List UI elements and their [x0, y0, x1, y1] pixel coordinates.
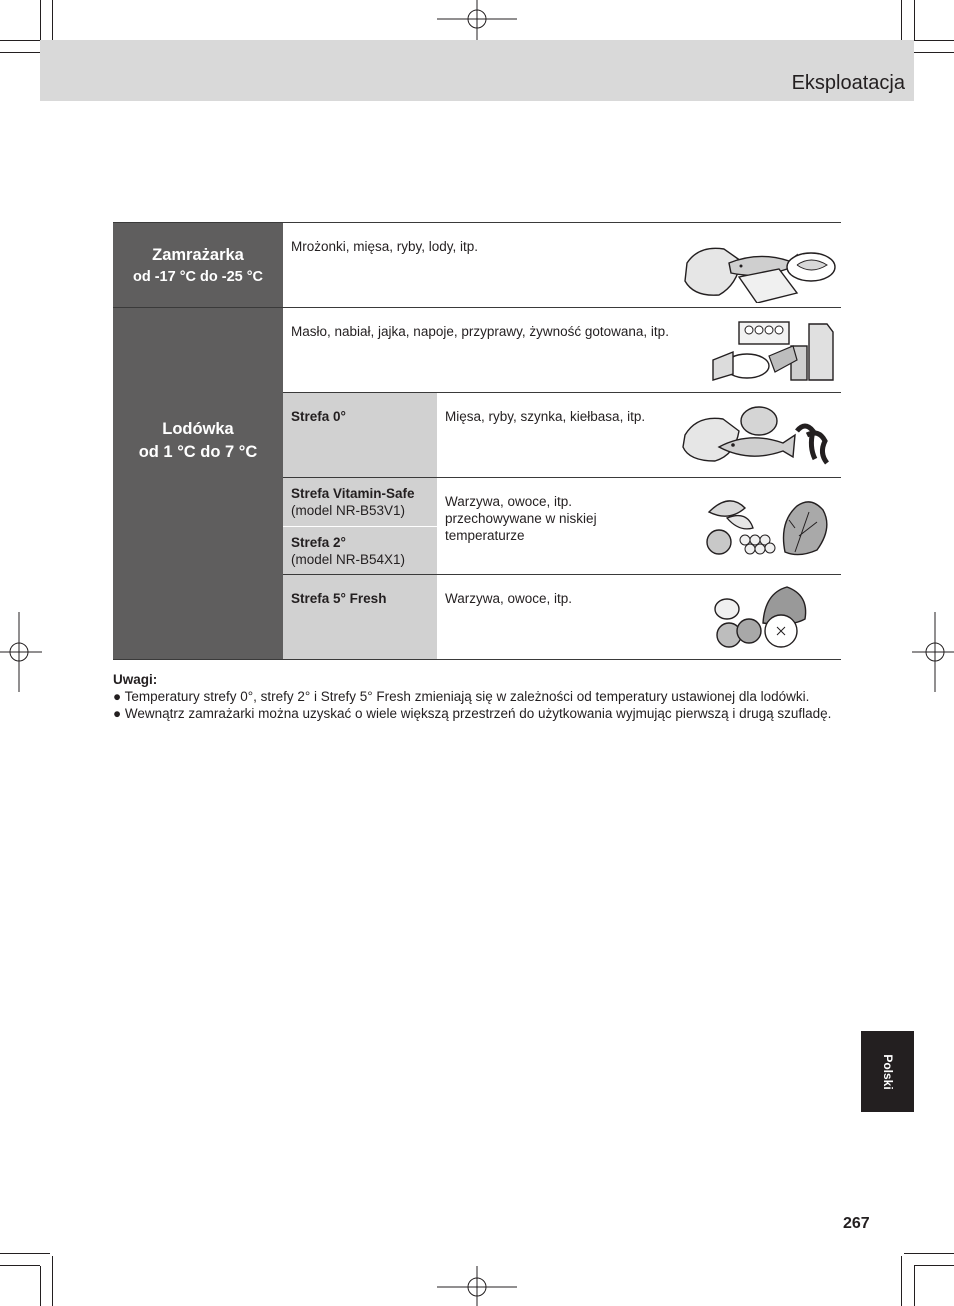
zone-fresh-name-cell — [283, 575, 437, 660]
freezer-name: Zamrażarka — [152, 245, 244, 264]
notes — [113, 671, 833, 722]
freezer-header — [113, 223, 283, 308]
fridge-content-cell — [283, 308, 841, 393]
frozen-food-icon — [679, 233, 839, 303]
dairy-icon — [709, 316, 839, 386]
meat-fish-icon — [679, 401, 839, 471]
header-bar — [40, 40, 914, 101]
fridge-name: Lodówka — [162, 420, 234, 439]
fridge-header — [113, 308, 283, 575]
note-item: ● Temperatury strefy 0°, strefy 2° i Strefy 5° Fresh zmieniają się w zależności od temperatury ustawionej dla lodówki. — [113, 689, 810, 704]
zone-vitamin-content: Warzywa, owoce, itp. przechowywane w niskiej temperaturze — [445, 494, 597, 543]
fridge-range: od 1 °C do 7 °C — [138, 443, 258, 462]
zone-vitamin-model: (model NR-B53V1) — [291, 503, 406, 518]
zone-vitamin-name-cell — [283, 478, 437, 527]
fridge-content: Masło, nabiał, jajka, napoje, przyprawy, żywność gotowana, itp. — [291, 324, 669, 339]
registration-mark — [912, 612, 954, 692]
language-label: Polski — [880, 1053, 895, 1090]
page-number: 267 — [843, 1215, 870, 1232]
freezer-content: Mrożonki, mięsa, ryby, lody, itp. — [291, 239, 479, 254]
zone-vitamin-content-cell — [437, 478, 841, 575]
notes-title: Uwagi: — [113, 672, 158, 687]
zone-0-content: Mięsa, ryby, szynka, kiełbasa, itp. — [445, 409, 646, 424]
registration-mark — [0, 612, 42, 692]
zone-0-name-cell — [283, 393, 437, 478]
zone-0-content-cell — [437, 393, 841, 478]
zone-2-name-cell — [283, 527, 437, 575]
zone-fresh-content: Warzywa, owoce, itp. — [445, 591, 573, 606]
freezer-content-cell — [283, 223, 841, 308]
zone-vitamin-name: Strefa Vitamin-Safe — [291, 486, 415, 501]
zone-fresh-content-cell — [437, 575, 841, 660]
vegetables-fruit-icon — [699, 492, 839, 562]
registration-mark — [437, 0, 517, 42]
zone-2-name: Strefa 2° — [291, 535, 346, 550]
fridge-header-bottom — [113, 575, 283, 660]
language-tab — [861, 1031, 914, 1112]
zone-0-name: Strefa 0° — [291, 409, 346, 424]
page-title: Eksploatacja — [791, 72, 905, 94]
zone-fresh-name: Strefa 5° Fresh — [291, 591, 387, 606]
freezer-range: od -17 °C do -25 °C — [132, 268, 264, 285]
registration-mark — [437, 1264, 517, 1306]
zone-2-model: (model NR-B54X1) — [291, 552, 406, 567]
fruit-icon — [705, 583, 815, 653]
note-item: ● Wewnątrz zamrażarki można uzyskać o wiele większą przestrzeń do użytkowania wyjmując pierwszą i drugą szufladę. — [113, 706, 832, 721]
storage-zones-table — [113, 222, 841, 660]
